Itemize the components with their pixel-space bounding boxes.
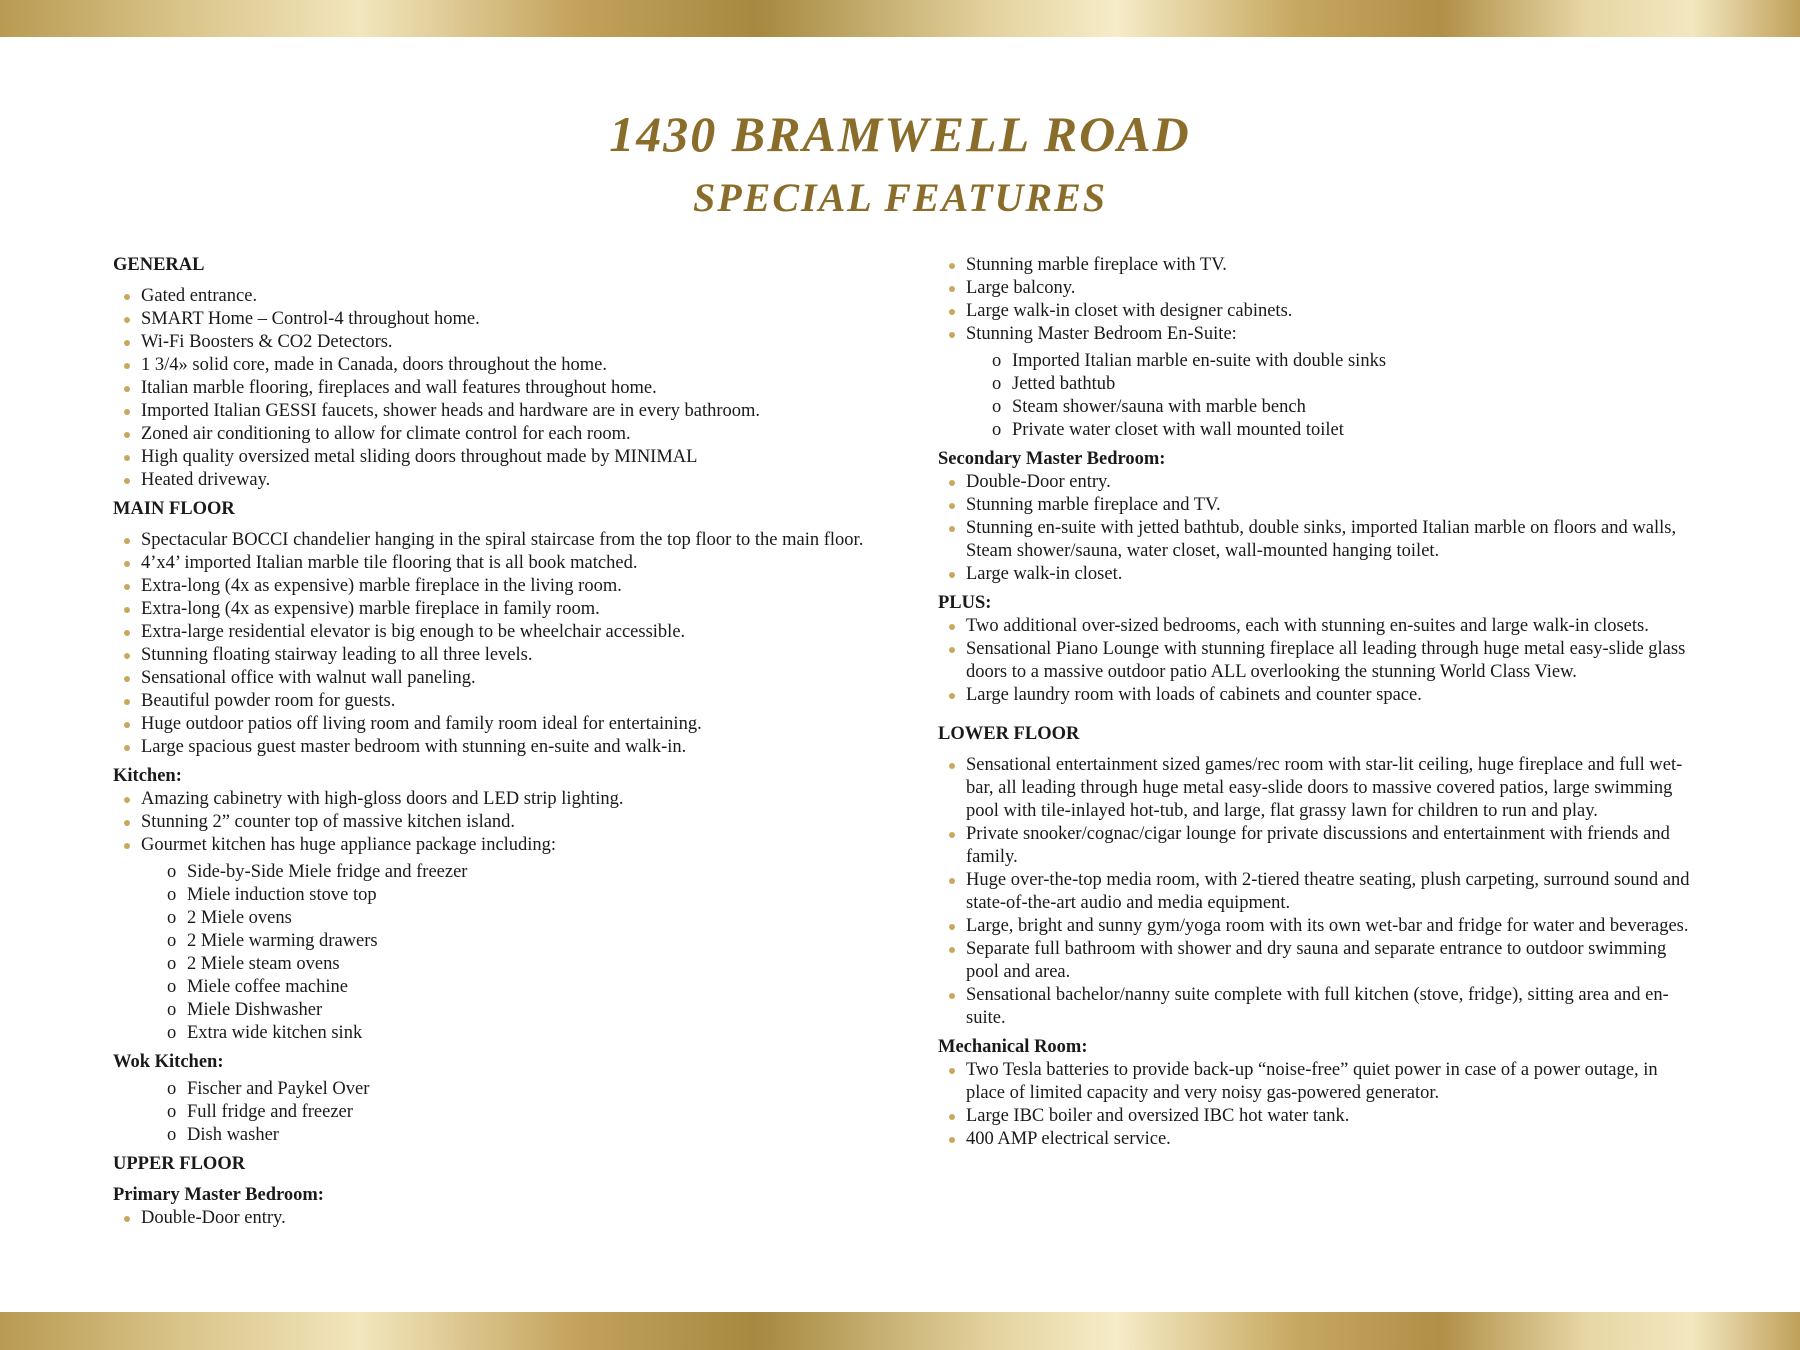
plus-list [938,615,1698,707]
list-item: o Side-by-Side Miele fridge and freezer [113,861,873,884]
list-item: Sensational office with walnut wall paneling. [113,667,873,690]
list-item: Stunning floating stairway leading to all three levels. [113,644,873,667]
list-item: o Fischer and Paykel Over [113,1078,873,1101]
list-item: Double-Door entry. [938,471,1698,494]
list-item: o Miele coffee machine [113,976,873,999]
lower-floor-list [938,754,1698,1030]
list-item: Large laundry room with loads of cabinets and counter space. [938,684,1698,707]
list-item: Extra-large residential elevator is big enough to be wheelchair accessible. [113,621,873,644]
mechanical-heading: Mechanical Room: [938,1037,1088,1057]
right-column [938,254,1698,1157]
list-item: Stunning marble fireplace and TV. [938,494,1698,517]
list-item: Private snooker/cognac/cigar lounge for private discussions and entertainment with friends and family. [938,823,1698,869]
list-item: o 2 Miele warming drawers [113,930,873,953]
list-item: Large walk-in closet. [938,563,1698,586]
list-item: o Imported Italian marble en-suite with double sinks [938,350,1698,373]
primary-master-list [113,1207,873,1230]
list-item: Stunning en-suite with jetted bathtub, double sinks, imported Italian marble on floors and walls, Steam shower/sauna, water closet, wall-mounted hanging toilet. [938,517,1698,563]
list-item: Sensational entertainment sized games/rec room with star-lit ceiling, huge fireplace and full wet-bar, all leading through huge metal easy-slide doors to massive covered patios, large swimming pool with tile-inlayed hot-tub, and large, flat grassy lawn for children to run and play. [938,754,1698,823]
top-gold-band [0,0,1800,37]
title-block [0,100,1800,228]
list-item: Huge over-the-top media room, with 2-tiered theatre seating, plush carpeting, surround sound and state-of-the-art audio and media equipment. [938,869,1698,915]
list-item: SMART Home – Control-4 throughout home. [113,308,873,331]
list-item: o Miele Dishwasher [113,999,873,1022]
list-item: Large balcony. [938,277,1698,300]
spacer [938,713,1698,723]
list-item: Wi-Fi Boosters & CO2 Detectors. [113,331,873,354]
main-floor-list [113,529,873,759]
list-item: o 2 Miele steam ovens [113,953,873,976]
kitchen-list [113,788,873,857]
general-list [113,285,873,492]
list-item: Zoned air conditioning to allow for climate control for each room. [113,423,873,446]
list-item: o Dish washer [113,1124,873,1147]
list-item: 1 3/4» solid core, made in Canada, doors throughout the home. [113,354,873,377]
upper-floor-heading: UPPER FLOOR [113,1154,246,1174]
lower-floor-heading: LOWER FLOOR [938,724,1080,744]
list-item: Italian marble flooring, fireplaces and wall features throughout home. [113,377,873,400]
kitchen-heading: Kitchen: [113,766,182,786]
list-item: o Private water closet with wall mounted toilet [938,419,1698,442]
wok-kitchen-list [113,1078,873,1147]
list-item: o Extra wide kitchen sink [113,1022,873,1045]
left-column [113,254,873,1236]
list-item: Stunning marble fireplace with TV. [938,254,1698,277]
wok-kitchen-heading: Wok Kitchen: [113,1052,224,1072]
list-item: Gated entrance. [113,285,873,308]
plus-heading: PLUS: [938,593,992,613]
list-item: Extra-long (4x as expensive) marble fireplace in family room. [113,598,873,621]
list-item: Huge outdoor patios off living room and family room ideal for entertaining. [113,713,873,736]
bottom-gold-band [0,1312,1800,1350]
secondary-master-list [938,471,1698,586]
ensuite-list [938,350,1698,442]
list-item: Spectacular BOCCI chandelier hanging in the spiral staircase from the top floor to the main floor. [113,529,873,552]
list-item: Large walk-in closet with designer cabinets. [938,300,1698,323]
list-item: Amazing cabinetry with high-gloss doors and LED strip lighting. [113,788,873,811]
list-item: Two Tesla batteries to provide back-up “noise-free” quiet power in case of a power outage, in place of limited capacity and very noisy gas-powered generator. [938,1059,1698,1105]
main-floor-heading: MAIN FLOOR [113,499,235,519]
list-item: High quality oversized metal sliding doors throughout made by MINIMAL [113,446,873,469]
list-item: o Steam shower/sauna with marble bench [938,396,1698,419]
appliance-list [113,861,873,1045]
list-item: Stunning 2” counter top of massive kitchen island. [113,811,873,834]
list-item: Beautiful powder room for guests. [113,690,873,713]
list-item: 4’x4’ imported Italian marble tile flooring that is all book matched. [113,552,873,575]
list-item: 400 AMP electrical service. [938,1128,1698,1151]
list-item: Large IBC boiler and oversized IBC hot water tank. [938,1105,1698,1128]
list-item: Sensational Piano Lounge with stunning fireplace all leading through huge metal easy-slide glass doors to a massive outdoor patio ALL overlooking the stunning World Class View. [938,638,1698,684]
page-title: 1430 BRAMWELL ROAD [609,106,1191,162]
list-item: Gourmet kitchen has huge appliance package including: [113,834,873,857]
list-item: Separate full bathroom with shower and dry sauna and separate entrance to outdoor swimming pool and area. [938,938,1698,984]
list-item: Sensational bachelor/nanny suite complete with full kitchen (stove, fridge), sitting area and en-suite. [938,984,1698,1030]
primary-master-continued-list [938,254,1698,346]
list-item: Extra-long (4x as expensive) marble fireplace in the living room. [113,575,873,598]
list-item: Large spacious guest master bedroom with stunning en-suite and walk-in. [113,736,873,759]
list-item: Imported Italian GESSI faucets, shower heads and hardware are in every bathroom. [113,400,873,423]
list-item: Heated driveway. [113,469,873,492]
mechanical-list [938,1059,1698,1151]
list-item: o 2 Miele ovens [113,907,873,930]
list-item: Large, bright and sunny gym/yoga room with its own wet-bar and fridge for water and beverages. [938,915,1698,938]
list-item: o Jetted bathtub [938,373,1698,396]
list-item: o Miele induction stove top [113,884,873,907]
primary-master-heading: Primary Master Bedroom: [113,1185,324,1205]
list-item: o Full fridge and freezer [113,1101,873,1124]
page-subtitle: SPECIAL FEATURES [693,175,1107,220]
list-item: Two additional over-sized bedrooms, each with stunning en-suites and large walk-in closets. [938,615,1698,638]
list-item: Double-Door entry. [113,1207,873,1230]
secondary-master-heading: Secondary Master Bedroom: [938,449,1166,469]
general-heading: GENERAL [113,255,205,275]
list-item: Stunning Master Bedroom En-Suite: [938,323,1698,346]
